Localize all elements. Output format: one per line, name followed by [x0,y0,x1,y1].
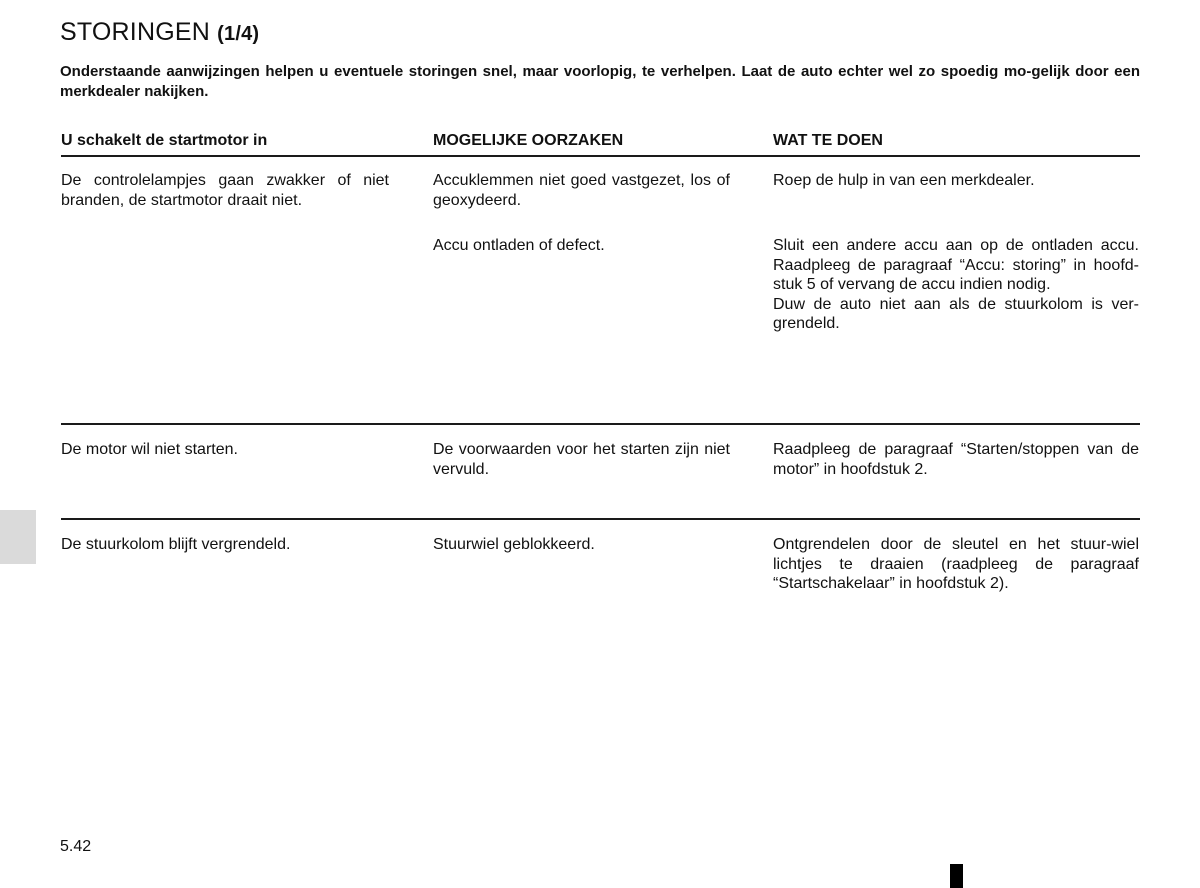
intro-paragraph: Onderstaande aanwijzingen helpen u eventuele storingen snel, maar voorlopig, te verhelpen. Laat de auto echter wel zo spoedig mo-gelijk door een merkdealer nakijken. [60,63,1140,100]
page-title [60,18,259,47]
row-divider [61,423,1140,425]
column-header-actions: WAT TE DOEN [773,132,883,149]
row-3-action-1: Ontgrendelen door de sleutel en het stuur-wiel lichtjes te draaien (raadpleeg de paragraaf “Startschakelaar” in hoofdstuk 2). [773,536,1139,592]
row-2-action-1: Raadpleeg de paragraaf “Starten/stoppen van de motor” in hoofdstuk 2. [773,441,1139,478]
row-3-symptom: De stuurkolom blijft vergrendeld. [61,536,291,553]
row-1-cause-2: Accu ontladen of defect. [433,237,605,254]
page-count: (1/4) [217,23,260,45]
row-1-cause-1: Accuklemmen niet goed vastgezet, los of geoxydeerd. [433,172,730,209]
chapter-tab [0,510,36,564]
row-1-action-1: Roep de hulp in van een merkdealer. [773,172,1035,189]
column-header-symptom: U schakelt de startmotor in [61,132,268,149]
page-title-text: STORINGEN [60,18,210,46]
row-divider [61,518,1140,520]
row-1-action-2 [773,236,1139,334]
row-3-cause-1: Stuurwiel geblokkeerd. [433,536,595,553]
corner-mark [950,864,963,888]
column-header-causes: MOGELIJKE OORZAKEN [433,132,624,149]
row-2-cause-1: De voorwaarden voor het starten zijn niet vervuld. [433,441,730,478]
row-1-symptom: De controlelampjes gaan zwakker of niet branden, de startmotor draait niet. [61,172,389,209]
header-divider [61,155,1140,157]
row-1-action-2-extra: Duw de auto niet aan als de stuurkolom is ver-grendeld. [773,295,1139,332]
row-1-action-2-text: Sluit een andere accu aan op de ontladen accu. Raadpleeg de paragraaf “Accu: storing” in hoofd-stuk 5 of vervang de accu indien nodig. [773,237,1139,293]
page-number: 5.42 [60,838,92,855]
row-2-symptom: De motor wil niet starten. [61,441,238,458]
